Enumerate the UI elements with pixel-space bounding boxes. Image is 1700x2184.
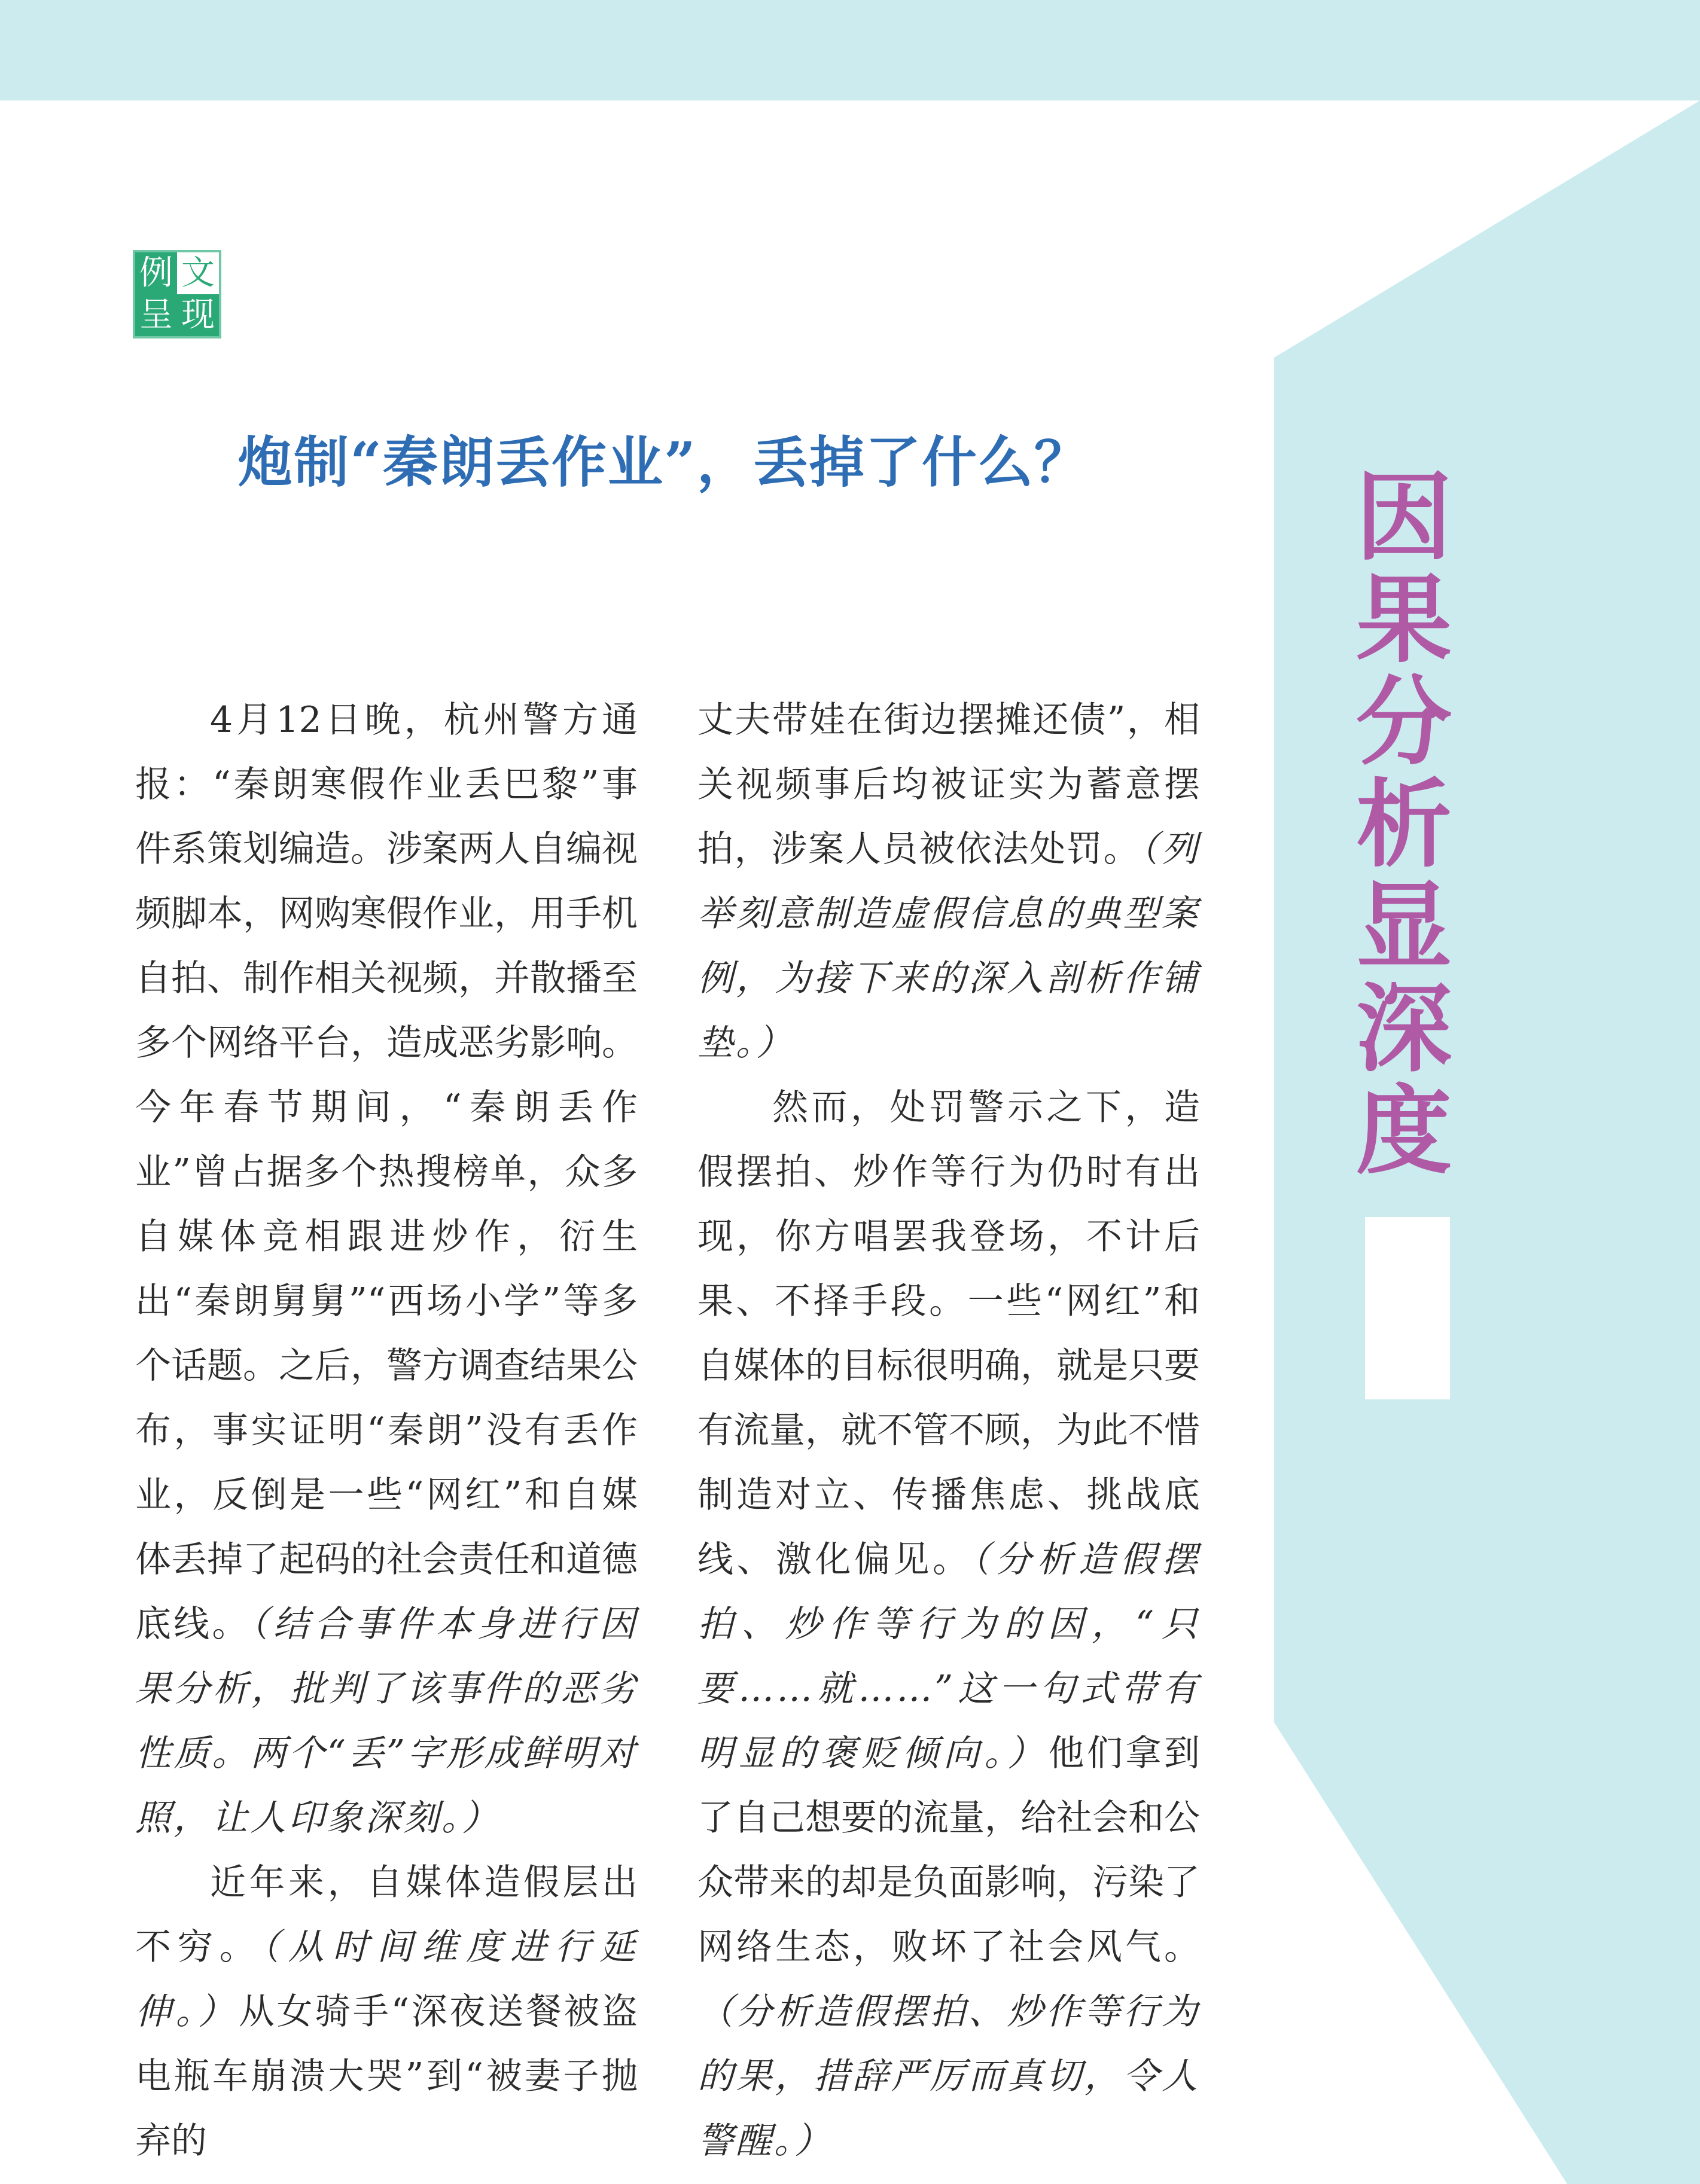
paragraph-text: 从女骑手“深夜送餐被盗电瓶车崩溃大哭”到“被妻子抛弃的 — [135, 1991, 638, 2162]
annotation-note: （列举刻意制造虚假信息的典型案例，为接下来的深入剖析作铺垫。） — [697, 828, 1201, 1064]
side-title-char: 析 — [1355, 768, 1452, 880]
paragraph-continued — [697, 688, 1200, 1075]
side-title-char: 显 — [1355, 870, 1452, 983]
annotation-note: （分析造假摆拍、炒作等行为的果，措辞严厉而真切，令人警醒。） — [697, 1991, 1200, 2162]
article-title: 炮制“秦朗丢作业”，丢掉了什么？ — [237, 430, 1090, 495]
side-title-char: 度 — [1355, 1075, 1452, 1187]
badge-char: 呈 — [135, 294, 177, 336]
badge-char: 例 — [135, 252, 177, 294]
side-section-title — [1353, 461, 1455, 1187]
side-title-char: 深 — [1355, 972, 1452, 1085]
side-title-char: 因 — [1355, 461, 1452, 574]
side-title-char: 果 — [1355, 563, 1452, 676]
paragraph-text: 然而，处罚警示之下，造假摆拍、炒作等行为仍时有出现，你方唱罢我登场，不计后果、不择手段。一些“网红”和自媒体的目标很明确，就是只要有流量，就不管不顾，为此不惜制造对立、传播焦虑、挑战底线、激化偏见。 — [697, 1087, 1200, 1581]
paragraph-text: 他们拿到了自己想要的流量，给社会和公众带来的却是负面影响，污染了网络生态，败坏了社会风气。 — [697, 1732, 1200, 1968]
paragraph — [697, 1075, 1200, 2173]
paragraph-text: 4月12日晚，杭州警方通报：“秦朗寒假作业丢巴黎”事件系策划编造。涉案两人自编视频脚本，网购寒假作业，用手机自拍、制作相关视频，并散播至多个网络平台，造成恶劣影响。今年春节期间，“秦朗丢作业”曾占据多个热搜榜单，众多自媒体竞相跟进炒作，衍生出“秦朗舅舅”“西场小学”等多个话题。之后，警方调查结果公布，事实证明“秦朗”没有丢作业，反倒是一些“网红”和自媒体丢掉了起码的社会责任和道德底线。 — [135, 699, 638, 1645]
paragraph — [135, 1850, 638, 2173]
decor-white-block — [1365, 1217, 1450, 1399]
badge-char: 现 — [177, 294, 219, 336]
annotation-note: （分析造假摆拍、炒作等行为的因，“只要……就……”这一句式带有明显的褒贬倾向。） — [697, 1539, 1200, 1774]
paragraph-text: 丈夫带娃在街边摆摊还债”，相关视频事后均被证实为蓄意摆拍，涉案人员被依法处罚。 — [697, 699, 1200, 870]
example-badge — [133, 250, 221, 338]
paragraph — [135, 688, 638, 1850]
annotation-note: （从时间维度进行延伸。） — [135, 1926, 638, 2033]
badge-char: 文 — [177, 252, 219, 294]
annotation-note: （结合事件本身进行因果分析，批判了该事件的恶劣性质。两个“丢”字形成鲜明对照，让人印象深刻。） — [135, 1603, 638, 1839]
side-title-char: 分 — [1355, 666, 1452, 778]
paragraph-text: 近年来，自媒体造假层出不穷。 — [135, 1862, 638, 1968]
top-band — [0, 0, 1700, 100]
right-decor-panel — [1274, 100, 1700, 2184]
right-column — [697, 688, 1200, 2173]
left-column — [135, 688, 638, 2173]
